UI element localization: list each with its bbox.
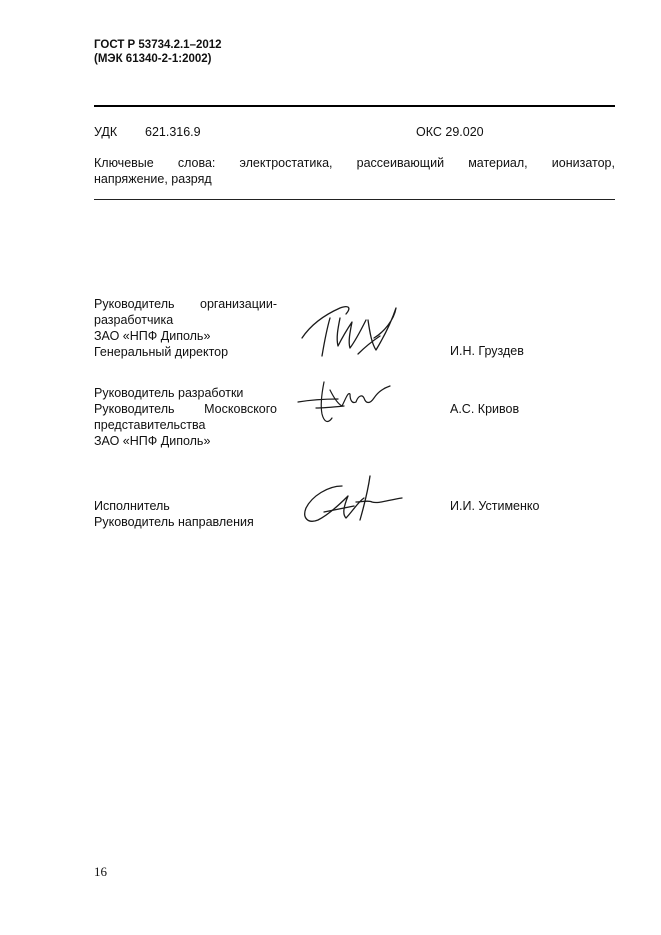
signature-gruzdev: [296, 296, 406, 362]
role-line: Руководитель направления: [94, 515, 254, 529]
role-line: представительства: [94, 418, 206, 432]
signatory-role: [94, 498, 294, 530]
keywords-line-2: напряжение, разряд: [94, 172, 212, 186]
oks-code: ОКС 29.020: [416, 125, 484, 139]
role-line: ЗАО «НПФ Диполь»: [94, 329, 211, 343]
keywords-line-1: [94, 155, 615, 171]
signatory-name: И.Н. Груздев: [450, 344, 524, 358]
page-number: 16: [94, 864, 107, 879]
keyword-word: материал,: [468, 156, 528, 170]
signatory-role: [94, 385, 277, 449]
role-line: разработчика: [94, 313, 174, 327]
keyword-word: рассеивающий: [356, 156, 445, 170]
role-line: Исполнитель: [94, 499, 170, 513]
role-line: Руководитель разработки: [94, 386, 244, 400]
signature-ustimenko: [298, 472, 410, 530]
udk-label: УДК: [94, 125, 118, 139]
keyword-word: слова:: [177, 156, 216, 170]
iec-designation: (МЭК 61340-2-1:2002): [94, 53, 212, 65]
role-line: Генеральный директор: [94, 345, 229, 359]
signatory-name: И.И. Устименко: [450, 499, 540, 513]
keyword-word: электростатика,: [239, 156, 333, 170]
top-rule: [94, 105, 615, 107]
role-line: Руководитель Московского: [94, 402, 277, 416]
udk-value: 621.316.9: [145, 125, 201, 139]
keywords-rule: [94, 199, 615, 200]
signature-krivov: [294, 374, 396, 426]
signatory-name: А.С. Кривов: [450, 402, 520, 416]
keyword-word: ионизатор,: [551, 156, 615, 170]
signatory-role: [94, 296, 277, 360]
role-line: Руководитель организации-: [94, 297, 277, 311]
keyword-word: Ключевые: [94, 156, 154, 170]
standard-designation: ГОСТ Р 53734.2.1–2012: [94, 39, 222, 51]
role-line: ЗАО «НПФ Диполь»: [94, 434, 211, 448]
